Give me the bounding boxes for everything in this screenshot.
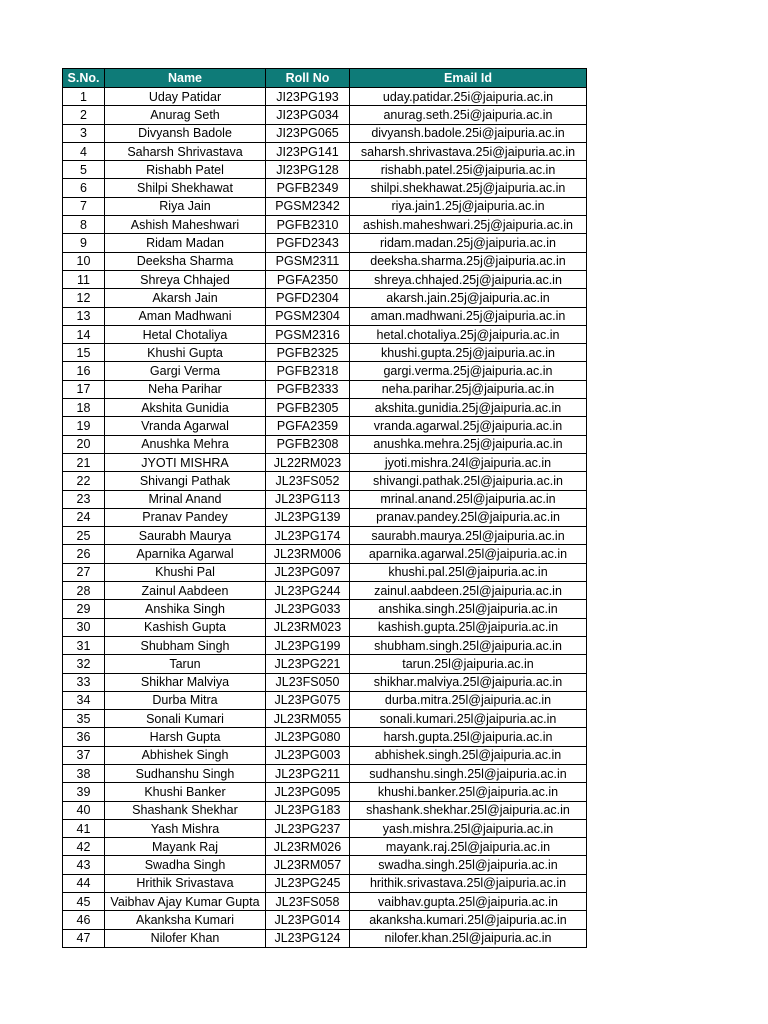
cell-name: Durba Mitra xyxy=(105,691,266,709)
cell-sno: 36 xyxy=(63,728,105,746)
cell-name: Shilpi Shekhawat xyxy=(105,179,266,197)
cell-name: Shreya Chhajed xyxy=(105,270,266,288)
cell-email: anurag.seth.25i@jaipuria.ac.in xyxy=(350,106,587,124)
cell-roll-no: PGSM2342 xyxy=(266,197,350,215)
cell-sno: 45 xyxy=(63,893,105,911)
cell-sno: 35 xyxy=(63,710,105,728)
cell-sno: 6 xyxy=(63,179,105,197)
cell-name: Uday Patidar xyxy=(105,88,266,106)
cell-email: mrinal.anand.25l@jaipuria.ac.in xyxy=(350,490,587,508)
table-row xyxy=(63,106,587,124)
cell-email: sudhanshu.singh.25l@jaipuria.ac.in xyxy=(350,764,587,782)
table-row xyxy=(63,289,587,307)
cell-email: zainul.aabdeen.25l@jaipuria.ac.in xyxy=(350,582,587,600)
table-header xyxy=(63,69,587,88)
table-row xyxy=(63,929,587,947)
cell-sno: 43 xyxy=(63,856,105,874)
cell-roll-no: JL22RM023 xyxy=(266,453,350,471)
cell-roll-no: PGFA2350 xyxy=(266,270,350,288)
table-row xyxy=(63,710,587,728)
cell-email: tarun.25l@jaipuria.ac.in xyxy=(350,655,587,673)
cell-name: Anushka Mehra xyxy=(105,435,266,453)
cell-email: nilofer.khan.25l@jaipuria.ac.in xyxy=(350,929,587,947)
cell-email: durba.mitra.25l@jaipuria.ac.in xyxy=(350,691,587,709)
cell-roll-no: JL23PG014 xyxy=(266,911,350,929)
cell-email: anshika.singh.25l@jaipuria.ac.in xyxy=(350,600,587,618)
cell-roll-no: JL23RM026 xyxy=(266,838,350,856)
table-row xyxy=(63,161,587,179)
cell-email: jyoti.mishra.24l@jaipuria.ac.in xyxy=(350,453,587,471)
cell-name: Mrinal Anand xyxy=(105,490,266,508)
cell-sno: 19 xyxy=(63,417,105,435)
cell-roll-no: PGFB2310 xyxy=(266,216,350,234)
cell-roll-no: PGFA2359 xyxy=(266,417,350,435)
cell-roll-no: PGSM2311 xyxy=(266,252,350,270)
cell-email: saharsh.shrivastava.25i@jaipuria.ac.in xyxy=(350,142,587,160)
cell-email: ridam.madan.25j@jaipuria.ac.in xyxy=(350,234,587,252)
cell-sno: 39 xyxy=(63,783,105,801)
cell-sno: 32 xyxy=(63,655,105,673)
cell-name: Kashish Gupta xyxy=(105,618,266,636)
cell-sno: 7 xyxy=(63,197,105,215)
table-row xyxy=(63,508,587,526)
cell-roll-no: JL23PG174 xyxy=(266,527,350,545)
cell-roll-no: JL23RM023 xyxy=(266,618,350,636)
cell-email: khushi.banker.25l@jaipuria.ac.in xyxy=(350,783,587,801)
cell-email: shilpi.shekhawat.25j@jaipuria.ac.in xyxy=(350,179,587,197)
cell-sno: 26 xyxy=(63,545,105,563)
cell-name: Tarun xyxy=(105,655,266,673)
cell-name: Shubham Singh xyxy=(105,636,266,654)
cell-email: abhishek.singh.25l@jaipuria.ac.in xyxy=(350,746,587,764)
cell-sno: 28 xyxy=(63,582,105,600)
table-row xyxy=(63,142,587,160)
table-row xyxy=(63,490,587,508)
table-row xyxy=(63,600,587,618)
cell-roll-no: JL23PG075 xyxy=(266,691,350,709)
cell-sno: 2 xyxy=(63,106,105,124)
cell-email: akshita.gunidia.25j@jaipuria.ac.in xyxy=(350,399,587,417)
cell-name: Aman Madhwani xyxy=(105,307,266,325)
cell-name: Akshita Gunidia xyxy=(105,399,266,417)
cell-email: shubham.singh.25l@jaipuria.ac.in xyxy=(350,636,587,654)
cell-roll-no: PGSM2316 xyxy=(266,325,350,343)
cell-name: Saurabh Maurya xyxy=(105,527,266,545)
table-row xyxy=(63,234,587,252)
cell-roll-no: JI23PG128 xyxy=(266,161,350,179)
table-row xyxy=(63,655,587,673)
cell-name: Yash Mishra xyxy=(105,819,266,837)
cell-sno: 25 xyxy=(63,527,105,545)
cell-name: Saharsh Shrivastava xyxy=(105,142,266,160)
cell-roll-no: JL23PG211 xyxy=(266,764,350,782)
cell-name: Vranda Agarwal xyxy=(105,417,266,435)
cell-email: akarsh.jain.25j@jaipuria.ac.in xyxy=(350,289,587,307)
cell-email: uday.patidar.25i@jaipuria.ac.in xyxy=(350,88,587,106)
cell-name: Sudhanshu Singh xyxy=(105,764,266,782)
table-row xyxy=(63,380,587,398)
cell-roll-no: JL23PG237 xyxy=(266,819,350,837)
table-row xyxy=(63,618,587,636)
cell-email: yash.mishra.25l@jaipuria.ac.in xyxy=(350,819,587,837)
cell-sno: 46 xyxy=(63,911,105,929)
cell-sno: 9 xyxy=(63,234,105,252)
cell-roll-no: JL23PG245 xyxy=(266,874,350,892)
table-row xyxy=(63,819,587,837)
cell-roll-no: JL23FS058 xyxy=(266,893,350,911)
cell-email: vranda.agarwal.25j@jaipuria.ac.in xyxy=(350,417,587,435)
cell-roll-no: PGFB2305 xyxy=(266,399,350,417)
cell-email: khushi.pal.25l@jaipuria.ac.in xyxy=(350,563,587,581)
cell-email: sonali.kumari.25l@jaipuria.ac.in xyxy=(350,710,587,728)
cell-name: Akanksha Kumari xyxy=(105,911,266,929)
cell-sno: 17 xyxy=(63,380,105,398)
cell-roll-no: JL23PG199 xyxy=(266,636,350,654)
cell-roll-no: PGFB2349 xyxy=(266,179,350,197)
cell-roll-no: JL23PG033 xyxy=(266,600,350,618)
cell-sno: 24 xyxy=(63,508,105,526)
cell-roll-no: JL23PG113 xyxy=(266,490,350,508)
cell-roll-no: PGFB2308 xyxy=(266,435,350,453)
cell-sno: 27 xyxy=(63,563,105,581)
cell-email: khushi.gupta.25j@jaipuria.ac.in xyxy=(350,344,587,362)
cell-name: Nilofer Khan xyxy=(105,929,266,947)
cell-name: Sonali Kumari xyxy=(105,710,266,728)
table-row xyxy=(63,563,587,581)
table-row xyxy=(63,728,587,746)
cell-name: Divyansh Badole xyxy=(105,124,266,142)
cell-sno: 33 xyxy=(63,673,105,691)
cell-sno: 30 xyxy=(63,618,105,636)
cell-roll-no: JL23PG095 xyxy=(266,783,350,801)
cell-sno: 18 xyxy=(63,399,105,417)
table-row xyxy=(63,307,587,325)
cell-name: Deeksha Sharma xyxy=(105,252,266,270)
header-roll-no: Roll No xyxy=(266,69,350,88)
table-row xyxy=(63,216,587,234)
cell-email: shashank.shekhar.25l@jaipuria.ac.in xyxy=(350,801,587,819)
cell-roll-no: PGFB2325 xyxy=(266,344,350,362)
cell-email: shivangi.pathak.25l@jaipuria.ac.in xyxy=(350,472,587,490)
cell-roll-no: JL23FS052 xyxy=(266,472,350,490)
cell-sno: 14 xyxy=(63,325,105,343)
table-row xyxy=(63,124,587,142)
cell-email: riya.jain1.25j@jaipuria.ac.in xyxy=(350,197,587,215)
cell-roll-no: JI23PG034 xyxy=(266,106,350,124)
cell-name: Riya Jain xyxy=(105,197,266,215)
cell-sno: 42 xyxy=(63,838,105,856)
cell-email: pranav.pandey.25l@jaipuria.ac.in xyxy=(350,508,587,526)
table-row xyxy=(63,764,587,782)
cell-sno: 21 xyxy=(63,453,105,471)
cell-name: Gargi Verma xyxy=(105,362,266,380)
cell-sno: 4 xyxy=(63,142,105,160)
cell-email: rishabh.patel.25i@jaipuria.ac.in xyxy=(350,161,587,179)
cell-roll-no: JI23PG193 xyxy=(266,88,350,106)
cell-sno: 31 xyxy=(63,636,105,654)
cell-name: Khushi Gupta xyxy=(105,344,266,362)
cell-sno: 47 xyxy=(63,929,105,947)
cell-name: Mayank Raj xyxy=(105,838,266,856)
cell-email: mayank.raj.25l@jaipuria.ac.in xyxy=(350,838,587,856)
cell-name: Vaibhav Ajay Kumar Gupta xyxy=(105,893,266,911)
cell-name: Harsh Gupta xyxy=(105,728,266,746)
cell-roll-no: JI23PG141 xyxy=(266,142,350,160)
cell-sno: 44 xyxy=(63,874,105,892)
cell-roll-no: JL23PG097 xyxy=(266,563,350,581)
table-row xyxy=(63,783,587,801)
cell-email: neha.parihar.25j@jaipuria.ac.in xyxy=(350,380,587,398)
cell-sno: 13 xyxy=(63,307,105,325)
cell-roll-no: PGFD2343 xyxy=(266,234,350,252)
cell-name: Hetal Chotaliya xyxy=(105,325,266,343)
table-row xyxy=(63,856,587,874)
table-row xyxy=(63,362,587,380)
cell-sno: 1 xyxy=(63,88,105,106)
table-row xyxy=(63,325,587,343)
cell-name: Hrithik Srivastava xyxy=(105,874,266,892)
cell-sno: 41 xyxy=(63,819,105,837)
table-row xyxy=(63,453,587,471)
cell-roll-no: JL23FS050 xyxy=(266,673,350,691)
table-row xyxy=(63,838,587,856)
cell-sno: 11 xyxy=(63,270,105,288)
cell-roll-no: JL23RM057 xyxy=(266,856,350,874)
cell-sno: 23 xyxy=(63,490,105,508)
cell-sno: 34 xyxy=(63,691,105,709)
cell-email: harsh.gupta.25l@jaipuria.ac.in xyxy=(350,728,587,746)
cell-sno: 38 xyxy=(63,764,105,782)
cell-name: Abhishek Singh xyxy=(105,746,266,764)
cell-email: gargi.verma.25j@jaipuria.ac.in xyxy=(350,362,587,380)
cell-roll-no: PGFB2333 xyxy=(266,380,350,398)
cell-email: kashish.gupta.25l@jaipuria.ac.in xyxy=(350,618,587,636)
cell-sno: 8 xyxy=(63,216,105,234)
cell-name: Ridam Madan xyxy=(105,234,266,252)
table-row xyxy=(63,270,587,288)
table-row xyxy=(63,746,587,764)
table-row xyxy=(63,344,587,362)
cell-email: vaibhav.gupta.25l@jaipuria.ac.in xyxy=(350,893,587,911)
table-row xyxy=(63,527,587,545)
cell-sno: 12 xyxy=(63,289,105,307)
cell-name: Aparnika Agarwal xyxy=(105,545,266,563)
cell-name: Khushi Banker xyxy=(105,783,266,801)
table-row xyxy=(63,197,587,215)
cell-roll-no: JL23PG003 xyxy=(266,746,350,764)
cell-email: hetal.chotaliya.25j@jaipuria.ac.in xyxy=(350,325,587,343)
cell-roll-no: JI23PG065 xyxy=(266,124,350,142)
table-row xyxy=(63,582,587,600)
cell-name: Ashish Maheshwari xyxy=(105,216,266,234)
table-row xyxy=(63,801,587,819)
cell-name: Pranav Pandey xyxy=(105,508,266,526)
table-row xyxy=(63,417,587,435)
cell-roll-no: PGFB2318 xyxy=(266,362,350,380)
cell-email: deeksha.sharma.25j@jaipuria.ac.in xyxy=(350,252,587,270)
table-row xyxy=(63,691,587,709)
cell-sno: 37 xyxy=(63,746,105,764)
cell-roll-no: JL23RM055 xyxy=(266,710,350,728)
cell-roll-no: JL23PG124 xyxy=(266,929,350,947)
cell-roll-no: PGFD2304 xyxy=(266,289,350,307)
cell-email: aparnika.agarwal.25l@jaipuria.ac.in xyxy=(350,545,587,563)
cell-roll-no: JL23PG183 xyxy=(266,801,350,819)
cell-sno: 5 xyxy=(63,161,105,179)
cell-sno: 40 xyxy=(63,801,105,819)
cell-email: aman.madhwani.25j@jaipuria.ac.in xyxy=(350,307,587,325)
cell-email: saurabh.maurya.25l@jaipuria.ac.in xyxy=(350,527,587,545)
table-row xyxy=(63,874,587,892)
table-row xyxy=(63,472,587,490)
table-row xyxy=(63,179,587,197)
cell-email: anushka.mehra.25j@jaipuria.ac.in xyxy=(350,435,587,453)
table-row xyxy=(63,252,587,270)
cell-roll-no: JL23RM006 xyxy=(266,545,350,563)
cell-email: shreya.chhajed.25j@jaipuria.ac.in xyxy=(350,270,587,288)
cell-email: akanksha.kumari.25l@jaipuria.ac.in xyxy=(350,911,587,929)
cell-roll-no: JL23PG244 xyxy=(266,582,350,600)
cell-roll-no: PGSM2304 xyxy=(266,307,350,325)
cell-name: Akarsh Jain xyxy=(105,289,266,307)
cell-sno: 15 xyxy=(63,344,105,362)
cell-email: ashish.maheshwari.25j@jaipuria.ac.in xyxy=(350,216,587,234)
cell-email: swadha.singh.25l@jaipuria.ac.in xyxy=(350,856,587,874)
cell-name: Swadha Singh xyxy=(105,856,266,874)
table-row xyxy=(63,399,587,417)
cell-roll-no: JL23PG221 xyxy=(266,655,350,673)
cell-sno: 29 xyxy=(63,600,105,618)
table-row xyxy=(63,545,587,563)
cell-name: Zainul Aabdeen xyxy=(105,582,266,600)
table-row xyxy=(63,636,587,654)
cell-sno: 10 xyxy=(63,252,105,270)
cell-sno: 3 xyxy=(63,124,105,142)
cell-name: Anshika Singh xyxy=(105,600,266,618)
table-row xyxy=(63,893,587,911)
cell-name: Neha Parihar xyxy=(105,380,266,398)
cell-name: Shashank Shekhar xyxy=(105,801,266,819)
table-row xyxy=(63,435,587,453)
table-row xyxy=(63,88,587,106)
cell-email: shikhar.malviya.25l@jaipuria.ac.in xyxy=(350,673,587,691)
cell-name: Khushi Pal xyxy=(105,563,266,581)
cell-name: Rishabh Patel xyxy=(105,161,266,179)
table-row xyxy=(63,673,587,691)
cell-name: Shivangi Pathak xyxy=(105,472,266,490)
cell-roll-no: JL23PG080 xyxy=(266,728,350,746)
student-email-table xyxy=(62,68,587,948)
cell-sno: 20 xyxy=(63,435,105,453)
cell-email: hrithik.srivastava.25l@jaipuria.ac.in xyxy=(350,874,587,892)
table-row xyxy=(63,911,587,929)
table-body xyxy=(63,88,587,948)
cell-name: Shikhar Malviya xyxy=(105,673,266,691)
cell-sno: 22 xyxy=(63,472,105,490)
header-sno: S.No. xyxy=(63,69,105,88)
cell-name: JYOTI MISHRA xyxy=(105,453,266,471)
cell-roll-no: JL23PG139 xyxy=(266,508,350,526)
header-name: Name xyxy=(105,69,266,88)
cell-email: divyansh.badole.25i@jaipuria.ac.in xyxy=(350,124,587,142)
cell-name: Anurag Seth xyxy=(105,106,266,124)
header-row xyxy=(63,69,587,88)
header-email-id: Email Id xyxy=(350,69,587,88)
cell-sno: 16 xyxy=(63,362,105,380)
